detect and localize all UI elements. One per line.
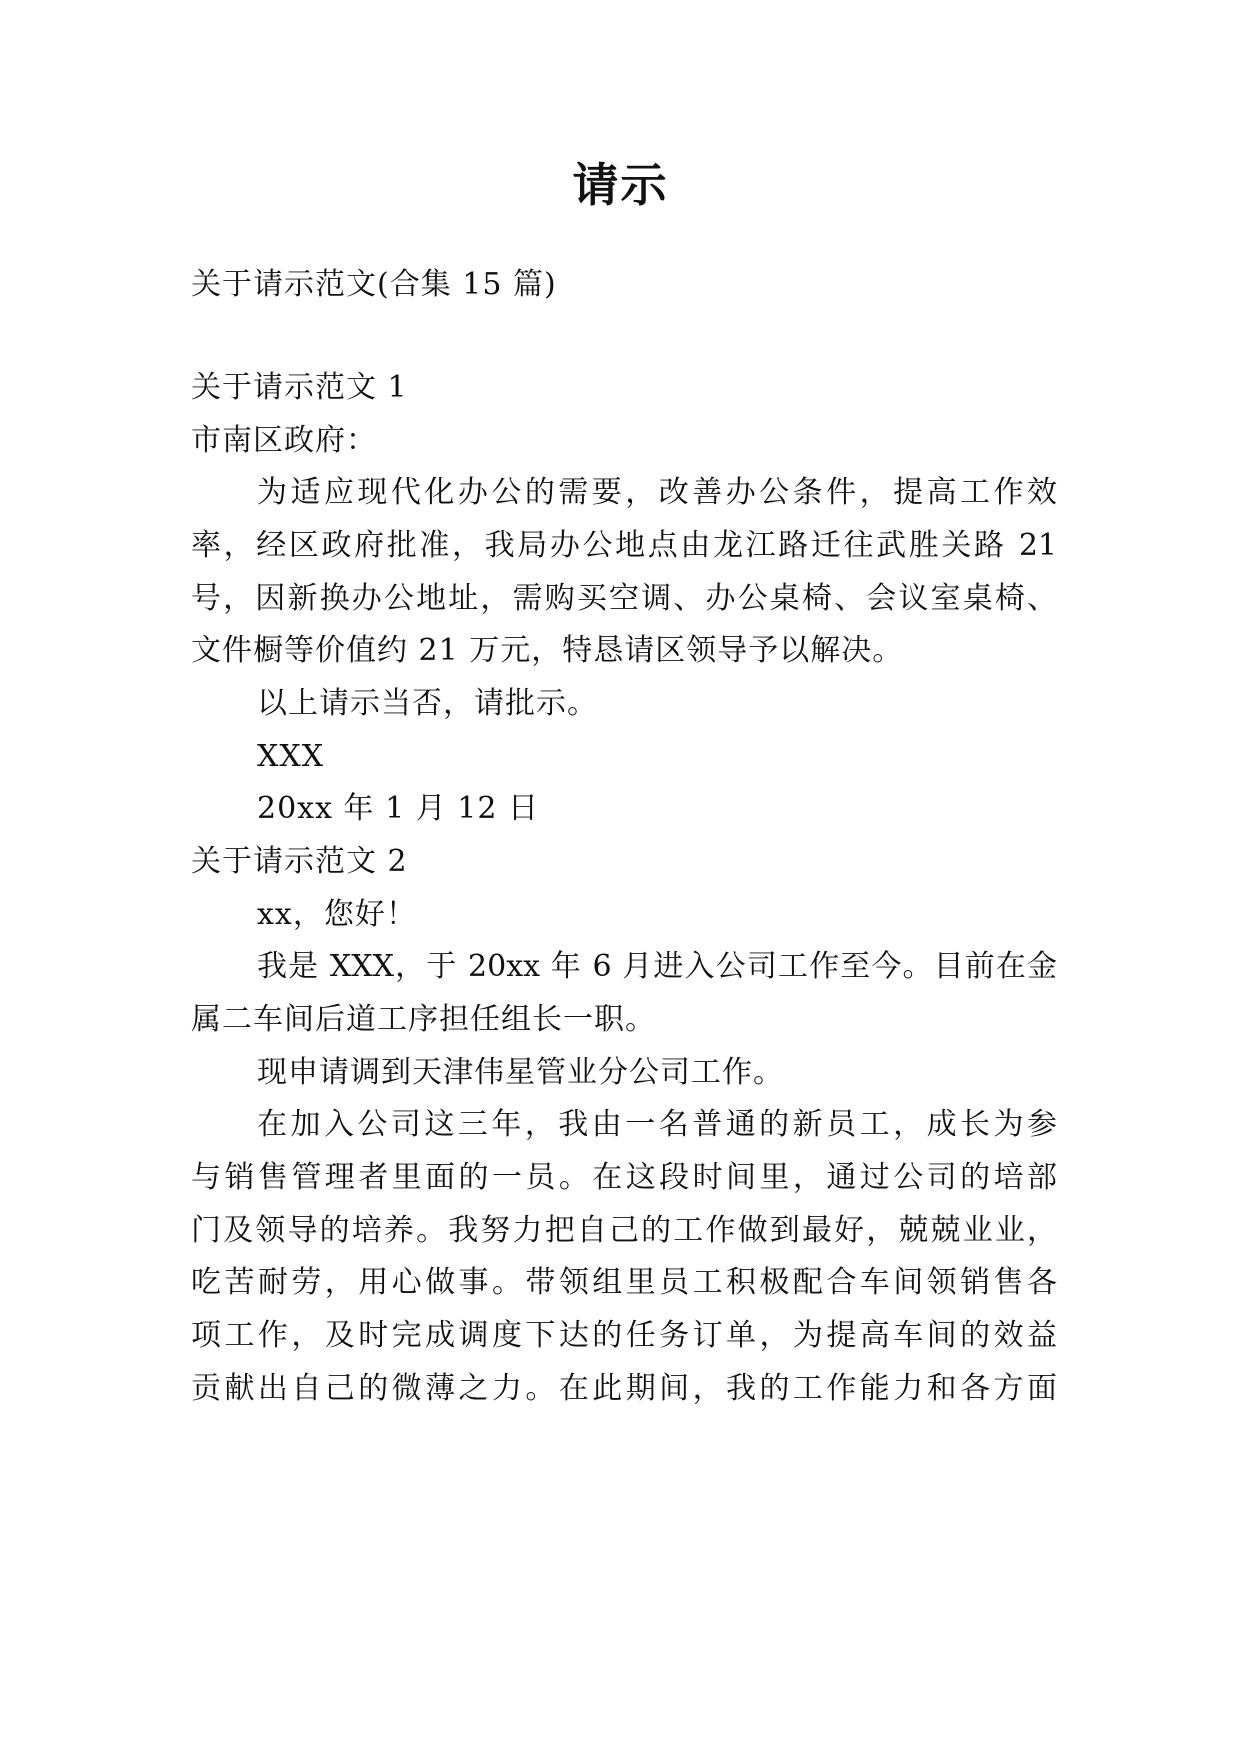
paragraph-line: 与销售管理者里面的一员。在这段时间里，通过公司的培部 <box>191 1160 1057 1195</box>
paragraph-line: 在加入公司这三年，我由一名普通的新员工，成长为参 <box>257 1107 1057 1142</box>
paragraph-line: 属二车间后道工序担任组长一职。 <box>191 1002 656 1037</box>
section-heading-2: 关于请示范文 2 <box>191 844 408 879</box>
signature: XXX <box>257 739 325 774</box>
paragraph-line: 项工作，及时完成调度下达的任务订单，为提高车间的效益 <box>191 1318 1057 1353</box>
document-title: 请示 <box>572 158 669 212</box>
date-line: 20xx 年 1 月 12 日 <box>257 791 539 826</box>
paragraph-line: 我是 XXX，于 20xx 年 6 月进入公司工作至今。目前在金 <box>257 949 1057 984</box>
paragraph-line: 吃苦耐劳，用心做事。带领组里员工积极配合车间领销售各 <box>191 1265 1057 1300</box>
paragraph-line: 为适应现代化办公的需要，改善办公条件，提高工作效 <box>257 475 1057 510</box>
section-heading-1: 关于请示范文 1 <box>191 370 408 405</box>
paragraph-line: 号，因新换办公地址，需购买空调、办公桌椅、会议室桌椅、 <box>191 581 1057 616</box>
paragraph-line: 现申请调到天津伟星管业分公司工作。 <box>257 1055 784 1090</box>
paragraph-line: 以上请示当否，请批示。 <box>257 686 598 721</box>
salutation-1: 市南区政府： <box>191 423 377 458</box>
paragraph-line: 贡献出自己的微薄之力。在此期间，我的工作能力和各方面 <box>191 1371 1057 1406</box>
salutation-2: xx，您好！ <box>257 897 417 932</box>
paragraph-line: 门及领导的培养。我努力把自己的工作做到最好，兢兢业业， <box>191 1213 1057 1248</box>
paragraph-line: 率，经区政府批准，我局办公地点由龙江路迁往武胜关路 21 <box>191 528 1057 563</box>
paragraph-line: 文件橱等价值约 21 万元，特恳请区领导予以解决。 <box>191 633 904 668</box>
document-subtitle: 关于请示范文(合集 15 篇) <box>191 267 557 302</box>
